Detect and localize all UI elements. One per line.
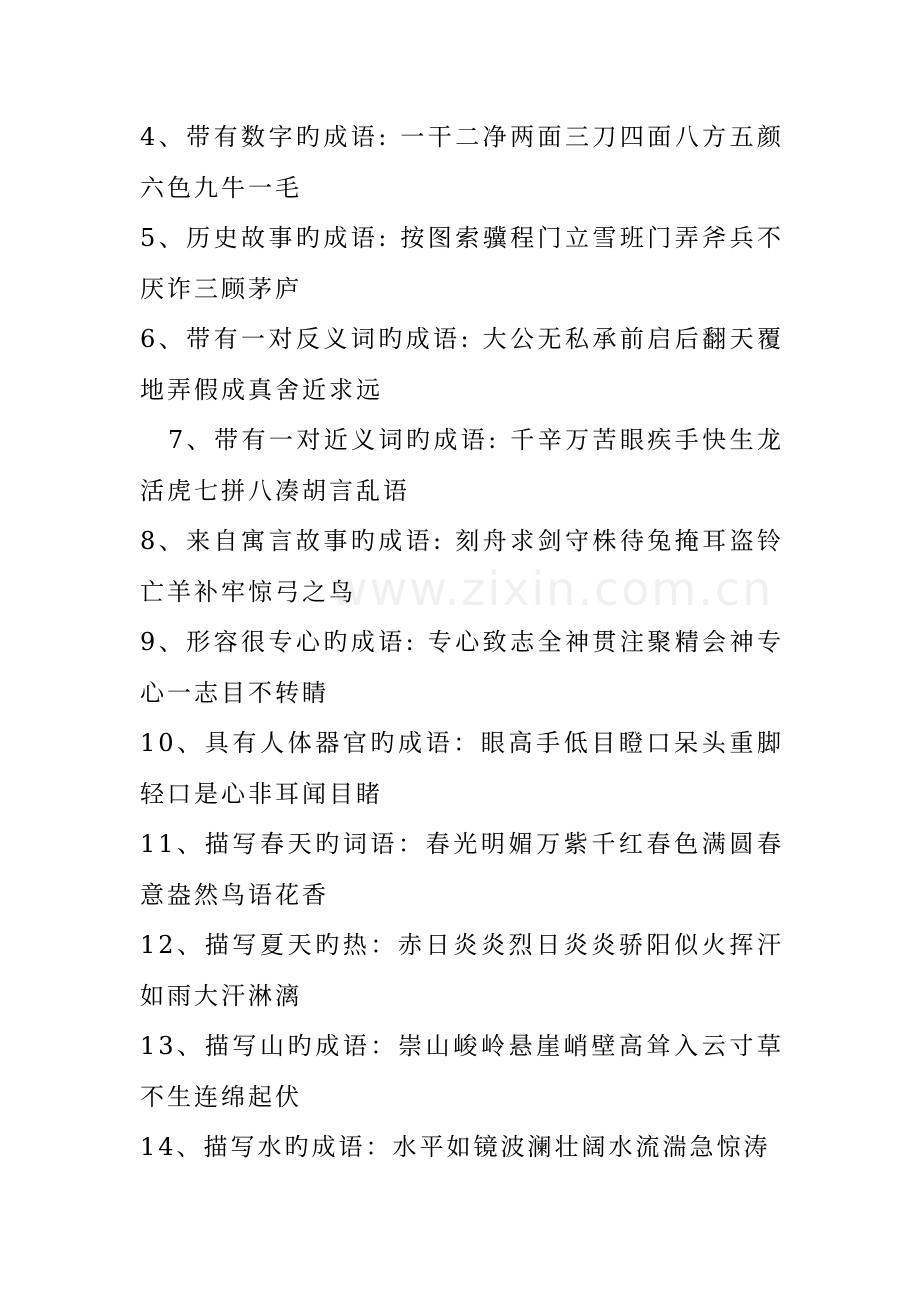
idiom-list <box>140 112 784 1173</box>
list-item-10: 10、具有人体器官旳成语：眼高手低目瞪口呆头重脚轻口是心非耳闻目睹 <box>140 729 784 808</box>
list-item-4: 4、带有数字旳成语: 一干二净两面三刀四面八方五颜六色九牛一毛 <box>140 123 784 202</box>
list-item-9: 9、形容很专心旳成语: 专心致志全神贯注聚精会神专心一志目不转睛 <box>140 628 784 707</box>
list-item-13: 13、描写山旳成语：崇山峻岭悬崖峭壁高耸入云寸草不生连绵起伏 <box>140 1032 784 1111</box>
watermark: www.zixin.com.cn <box>330 562 774 616</box>
list-item-7: 7、带有一对近义词旳成语: 千辛万苦眼疾手快生龙活虎七拼八凑胡言乱语 <box>140 426 784 505</box>
list-item-11: 11、描写春天旳词语：春光明媚万紫千红春色满圆春意盎然鸟语花香 <box>140 830 784 909</box>
list-item-5: 5、历史故事旳成语: 按图索骥程门立雪班门弄斧兵不厌诈三顾茅庐 <box>140 224 784 303</box>
list-item-12: 12、描写夏天旳热：赤日炎炎烈日炎炎骄阳似火挥汗如雨大汗淋漓 <box>140 931 784 1010</box>
list-item-6: 6、带有一对反义词旳成语: 大公无私承前启后翻天覆地弄假成真舍近求远 <box>140 325 784 404</box>
list-item-8: 8、来自寓言故事旳成语: 刻舟求剑守株待兔掩耳盗铃亡羊补牢惊弓之鸟 <box>140 527 784 606</box>
list-item-14: 14、描写水旳成语：水平如镜波澜壮阔水流湍急惊涛 <box>140 1133 771 1161</box>
